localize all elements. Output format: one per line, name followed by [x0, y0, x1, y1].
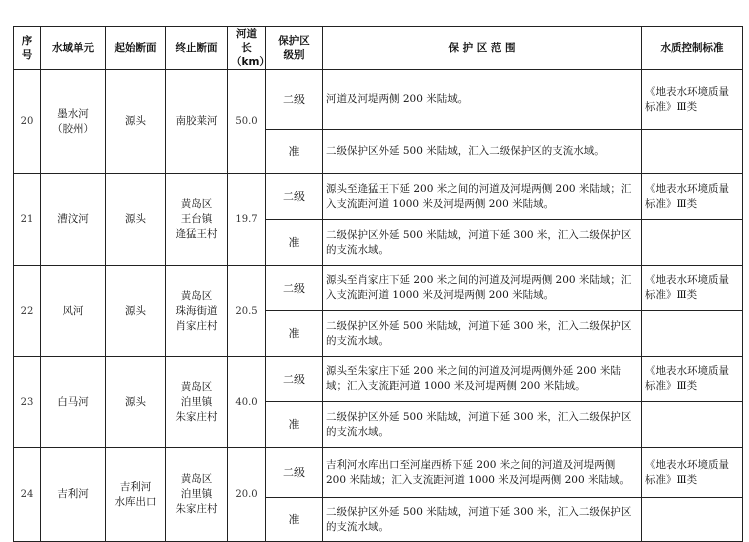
row-range-quasi: 二级保护区外延 500 米陆域，河道下延 300 米，汇入二级保护区的支流水域。	[323, 220, 642, 266]
row-standard: 《地表水环境质量标准》Ⅲ类	[642, 357, 743, 402]
row-length: 40.0	[228, 357, 266, 448]
row-grade-secondary: 二级	[266, 357, 323, 402]
row-start: 源头	[106, 70, 166, 174]
row-standard: 《地表水环境质量标准》Ⅲ类	[642, 174, 743, 220]
header-end: 终止断面	[166, 27, 228, 70]
row-range-secondary: 源头至逄猛王下延 200 米之间的河道及河堤两侧 200 米陆域；汇入支流距河道 1000 米及河堤两侧 200 米陆域。	[323, 174, 642, 220]
row-no: 21	[14, 174, 41, 266]
row-grade-quasi: 准	[266, 130, 323, 174]
row-length: 50.0	[228, 70, 266, 174]
row-no: 20	[14, 70, 41, 174]
protection-zone-table	[13, 26, 743, 542]
table-row	[14, 266, 743, 311]
row-unit: 风河	[41, 266, 106, 357]
header-row	[14, 27, 743, 70]
header-range: 保 护 区 范 围	[323, 27, 642, 70]
row-start: 源头	[106, 266, 166, 357]
row-grade-secondary: 二级	[266, 448, 323, 498]
row-end: 黄岛区 泊里镇 朱家庄村	[166, 448, 228, 542]
row-length: 20.5	[228, 266, 266, 357]
row-start: 源头	[106, 357, 166, 448]
row-unit: 吉利河	[41, 448, 106, 542]
row-end: 黄岛区 珠海街道 肖家庄村	[166, 266, 228, 357]
row-length: 19.7	[228, 174, 266, 266]
header-standard: 水质控制标准	[642, 27, 743, 70]
header-unit: 水域单元	[41, 27, 106, 70]
row-standard-empty	[642, 498, 743, 542]
row-unit: 墨水河 （胶州）	[41, 70, 106, 174]
row-grade-quasi: 准	[266, 498, 323, 542]
row-no: 23	[14, 357, 41, 448]
row-standard-empty	[642, 220, 743, 266]
row-unit: 白马河	[41, 357, 106, 448]
row-grade-quasi: 准	[266, 220, 323, 266]
row-range-secondary: 吉利河水库出口至河崖西桥下延 200 米之间的河道及河堤两侧 200 米陆域；汇入支流距河道 1000 米及河堤两侧 200 米陆域。	[323, 448, 642, 498]
row-standard-empty	[642, 402, 743, 448]
header-no: 序 号	[14, 27, 41, 70]
row-standard: 《地表水环境质量标准》Ⅲ类	[642, 266, 743, 311]
row-range-quasi: 二级保护区外延 500 米陆域，河道下延 300 米，汇入二级保护区的支流水域。	[323, 402, 642, 448]
row-start: 源头	[106, 174, 166, 266]
row-standard: 《地表水环境质量标准》Ⅲ类	[642, 448, 743, 498]
row-range-quasi: 二级保护区外延 500 米陆域，河道下延 300 米，汇入二级保护区的支流水域。	[323, 311, 642, 357]
header-length: 河道长 （km）	[228, 27, 266, 70]
table-row	[14, 174, 743, 220]
row-grade-quasi: 准	[266, 402, 323, 448]
row-range-quasi: 二级保护区外延 500 米陆域，河道下延 300 米，汇入二级保护区的支流水域。	[323, 498, 642, 542]
row-standard-empty	[642, 130, 743, 174]
row-range-secondary: 河道及河堤两侧 200 米陆域。	[323, 70, 642, 130]
row-range-secondary: 源头至肖家庄下延 200 米之间的河道及河堤两侧 200 米陆域；汇入支流距河道 1000 米及河堤两侧 200 米陆域。	[323, 266, 642, 311]
header-grade: 保护区 级别	[266, 27, 323, 70]
row-no: 22	[14, 266, 41, 357]
row-grade-quasi: 准	[266, 311, 323, 357]
row-end: 黄岛区 王台镇 逄猛王村	[166, 174, 228, 266]
row-standard-empty	[642, 311, 743, 357]
row-grade-secondary: 二级	[266, 174, 323, 220]
row-end: 南胶莱河	[166, 70, 228, 174]
row-start: 吉利河 水库出口	[106, 448, 166, 542]
table-row	[14, 357, 743, 402]
row-range-secondary: 源头至朱家庄下延 200 米之间的河道及河堤两侧外延 200 米陆域；汇入支流距河道 1000 米及河堤两侧 200 米陆域。	[323, 357, 642, 402]
row-grade-secondary: 二级	[266, 70, 323, 130]
header-start: 起始断面	[106, 27, 166, 70]
row-standard: 《地表水环境质量标准》Ⅲ类	[642, 70, 743, 130]
row-unit: 漕汶河	[41, 174, 106, 266]
row-end: 黄岛区 泊里镇 朱家庄村	[166, 357, 228, 448]
row-no: 24	[14, 448, 41, 542]
table-row	[14, 448, 743, 498]
row-length: 20.0	[228, 448, 266, 542]
table-row	[14, 70, 743, 130]
row-range-quasi: 二级保护区外延 500 米陆域，汇入二级保护区的支流水域。	[323, 130, 642, 174]
row-grade-secondary: 二级	[266, 266, 323, 311]
